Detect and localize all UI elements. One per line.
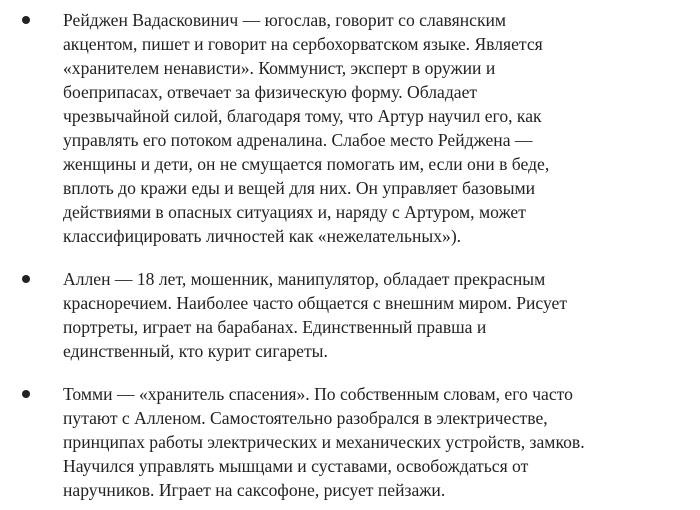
text-line: портреты, играет на барабанах. Единственный правша и	[63, 317, 487, 337]
text-line: акцентом, пишет и говорит на сербохорватском языке. Является	[63, 34, 543, 54]
text-line: красноречием. Наиболее часто общается с внешним миром. Рисует	[63, 293, 568, 313]
bullet-icon	[22, 390, 30, 398]
text-line: Рейджен Вадасковинич — югослав, говорит со славянским	[63, 10, 507, 30]
text-line: чрезвычайной силой, благодаря тому, что Артур научил его, как	[63, 106, 542, 126]
bullet-icon	[22, 275, 30, 283]
text-line: принципах работы электрических и механических устройств, замков.	[63, 432, 585, 452]
text-line: Научился управлять мышцами и суставами, освобождаться от	[63, 456, 529, 476]
text-line: боеприпасах, отвечает за физическую форму. Обладает	[63, 82, 478, 102]
text-line: женщины и дети, он не смущается помогать им, если они в беде,	[63, 154, 550, 174]
text-line: путают с Алленом. Самостоятельно разобрался в электричестве,	[63, 408, 548, 428]
text-line: вплоть до кражи еды и вещей для них. Он управляет базовыми	[63, 178, 536, 198]
text-line: наручников. Играет на саксофоне, рисует пейзажи.	[63, 480, 446, 500]
text-line: единственный, кто курит сигареты.	[63, 341, 328, 361]
text-line: классифицировать личностей как «нежелательных»).	[63, 226, 462, 246]
text-line: управлять его потоком адреналина. Слабое место Рейджена —	[63, 130, 533, 150]
text-line: Аллен — 18 лет, мошенник, манипулятор, обладает прекрасным	[63, 269, 546, 289]
text-line: действиями в опасных ситуациях и, наряду с Артуром, может	[63, 202, 526, 222]
bullet-icon	[22, 16, 30, 24]
text-line: Томми — «хранитель спасения». По собственным словам, его часто	[63, 384, 573, 404]
text-line: «хранителем ненависти». Коммунист, эксперт в оружии и	[63, 58, 496, 78]
